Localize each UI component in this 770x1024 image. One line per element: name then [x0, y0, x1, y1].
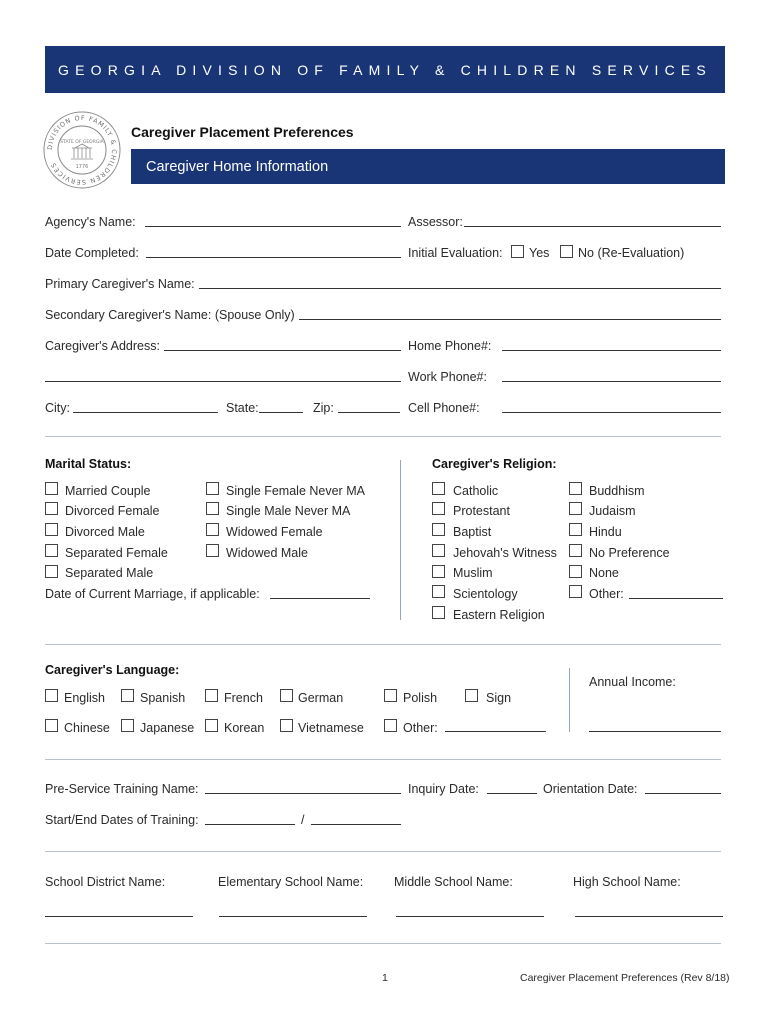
- re-evaluation-checkbox[interactable]: [560, 245, 573, 258]
- agency-banner: GEORGIA DIVISION OF FAMILY & CHILDREN SERVICES: [45, 46, 725, 93]
- primary-caregiver-label: Primary Caregiver's Name:: [45, 277, 195, 291]
- school-district-label: School District Name:: [45, 875, 166, 889]
- language-other-checkbox[interactable]: [384, 719, 397, 732]
- religion-option-label: Scientology: [453, 587, 518, 601]
- secondary-caregiver-label: Secondary Caregiver's Name: (Spouse Only): [45, 308, 295, 322]
- address-line-2-field[interactable]: [45, 381, 401, 382]
- section-divider: [45, 644, 721, 645]
- religion-option-label: Other:: [589, 587, 624, 601]
- column-divider: [400, 460, 401, 620]
- column-divider: [569, 668, 570, 732]
- marriage-date-field[interactable]: [270, 598, 370, 599]
- none-checkbox[interactable]: [569, 565, 582, 578]
- english-checkbox[interactable]: [45, 689, 58, 702]
- divorced-female-checkbox[interactable]: [45, 502, 58, 515]
- language-option-label: Spanish: [140, 691, 186, 705]
- german-checkbox[interactable]: [280, 689, 293, 702]
- married-couple-checkbox[interactable]: [45, 482, 58, 495]
- section-divider: [45, 759, 721, 760]
- svg-text:DIVISION OF FAMILY & CHILDREN: DIVISION OF FAMILY & CHILDREN SERVICES: [45, 113, 119, 187]
- chinese-checkbox[interactable]: [45, 719, 58, 732]
- middle-school-field[interactable]: [396, 916, 544, 917]
- city-field[interactable]: [73, 412, 218, 413]
- section-divider: [45, 436, 721, 437]
- language-option-label: German: [298, 691, 344, 705]
- religion-option-label: Jehovah's Witness: [453, 546, 557, 560]
- training-dates-label: Start/End Dates of Training:: [45, 813, 199, 827]
- high-school-field[interactable]: [575, 916, 723, 917]
- agency-name-label: Agency's Name:: [45, 215, 136, 229]
- inquiry-date-field[interactable]: [487, 793, 537, 794]
- language-option-label: Other:: [403, 721, 438, 735]
- religion-option-label: Muslim: [453, 566, 493, 580]
- language-option-label: Sign: [486, 691, 512, 705]
- training-end-field[interactable]: [311, 824, 401, 825]
- religion-option-label: Protestant: [453, 504, 510, 518]
- language-option-label: Korean: [224, 721, 265, 735]
- section-title-bar: Caregiver Home Information: [131, 149, 725, 184]
- yes-label: Yes: [529, 246, 550, 260]
- svg-text:STATE OF GEORGIA: STATE OF GEORGIA: [60, 140, 104, 145]
- georgia-seal-logo: [42, 110, 122, 190]
- jehovahs-witness-checkbox[interactable]: [432, 544, 445, 557]
- language-other-field[interactable]: [445, 731, 546, 732]
- religion-option-label: Catholic: [453, 484, 499, 498]
- date-completed-field[interactable]: [146, 257, 401, 258]
- home-phone-field[interactable]: [502, 350, 721, 351]
- baptist-checkbox[interactable]: [432, 523, 445, 536]
- vietnamese-checkbox[interactable]: [280, 719, 293, 732]
- work-phone-field[interactable]: [502, 381, 721, 382]
- japanese-checkbox[interactable]: [121, 719, 134, 732]
- language-option-label: English: [64, 691, 105, 705]
- annual-income-label: Annual Income:: [589, 675, 676, 689]
- form-revision: Caregiver Placement Preferences (Rev 8/18): [520, 972, 730, 984]
- language-option-label: Polish: [403, 691, 438, 705]
- agency-name-field[interactable]: [145, 226, 401, 227]
- pre-service-training-field[interactable]: [205, 793, 401, 794]
- address-label: Caregiver's Address:: [45, 339, 160, 353]
- religion-option-label: Buddhism: [589, 484, 645, 498]
- religion-heading: Caregiver's Religion:: [432, 457, 557, 471]
- single-female-checkbox[interactable]: [206, 482, 219, 495]
- primary-caregiver-field[interactable]: [199, 288, 721, 289]
- middle-school-label: Middle School Name:: [394, 875, 513, 889]
- single-male-checkbox[interactable]: [206, 502, 219, 515]
- religion-option-label: None: [589, 566, 619, 580]
- language-option-label: Vietnamese: [298, 721, 364, 735]
- french-checkbox[interactable]: [205, 689, 218, 702]
- judaism-checkbox[interactable]: [569, 502, 582, 515]
- muslim-checkbox[interactable]: [432, 565, 445, 578]
- assessor-field[interactable]: [464, 226, 721, 227]
- widowed-female-checkbox[interactable]: [206, 523, 219, 536]
- no-preference-checkbox[interactable]: [569, 544, 582, 557]
- yes-checkbox[interactable]: [511, 245, 524, 258]
- marital-option-label: Single Male Never MA: [226, 504, 351, 518]
- orientation-date-field[interactable]: [645, 793, 721, 794]
- svg-text:1776: 1776: [75, 164, 89, 170]
- polish-checkbox[interactable]: [384, 689, 397, 702]
- eastern-religion-checkbox[interactable]: [432, 606, 445, 619]
- religion-other-checkbox[interactable]: [569, 585, 582, 598]
- scientology-checkbox[interactable]: [432, 585, 445, 598]
- religion-option-label: Baptist: [453, 525, 492, 539]
- catholic-checkbox[interactable]: [432, 482, 445, 495]
- religion-option-label: Eastern Religion: [453, 608, 545, 622]
- separated-female-checkbox[interactable]: [45, 544, 58, 557]
- page-number: 1: [382, 972, 388, 984]
- section-divider: [45, 851, 721, 852]
- section-divider: [45, 943, 721, 944]
- annual-income-field[interactable]: [589, 731, 721, 732]
- korean-checkbox[interactable]: [205, 719, 218, 732]
- zip-field[interactable]: [338, 412, 400, 413]
- marital-option-label: Married Couple: [65, 484, 151, 498]
- marital-option-label: Widowed Male: [226, 546, 308, 560]
- state-label: State:: [226, 401, 259, 415]
- date-separator: /: [301, 813, 305, 827]
- spanish-checkbox[interactable]: [121, 689, 134, 702]
- assessor-label: Assessor:: [408, 215, 463, 229]
- marital-option-label: Separated Male: [65, 566, 154, 580]
- marital-option-label: Widowed Female: [226, 525, 323, 539]
- date-completed-label: Date Completed:: [45, 246, 139, 260]
- inquiry-date-label: Inquiry Date:: [408, 782, 479, 796]
- marital-option-label: Single Female Never MA: [226, 484, 365, 498]
- language-heading: Caregiver's Language:: [45, 663, 180, 677]
- work-phone-label: Work Phone#:: [408, 370, 487, 384]
- widowed-male-checkbox[interactable]: [206, 544, 219, 557]
- religion-other-field[interactable]: [629, 598, 723, 599]
- elementary-school-field[interactable]: [219, 916, 367, 917]
- marital-status-heading: Marital Status:: [45, 457, 132, 471]
- home-phone-label: Home Phone#:: [408, 339, 492, 353]
- cell-phone-label: Cell Phone#:: [408, 401, 480, 415]
- language-option-label: French: [224, 691, 263, 705]
- cell-phone-field[interactable]: [502, 412, 721, 413]
- city-label: City:: [45, 401, 70, 415]
- marital-option-label: Divorced Female: [65, 504, 160, 518]
- zip-label: Zip:: [313, 401, 334, 415]
- language-option-label: Chinese: [64, 721, 110, 735]
- high-school-label: High School Name:: [573, 875, 681, 889]
- state-field[interactable]: [259, 412, 303, 413]
- buddhism-checkbox[interactable]: [569, 482, 582, 495]
- marital-option-label: Separated Female: [65, 546, 168, 560]
- religion-option-label: No Preference: [589, 546, 670, 560]
- hindu-checkbox[interactable]: [569, 523, 582, 536]
- form-title: Caregiver Placement Preferences: [131, 124, 354, 140]
- secondary-caregiver-field[interactable]: [299, 319, 721, 320]
- marriage-date-label: Date of Current Marriage, if applicable:: [45, 587, 260, 601]
- orientation-date-label: Orientation Date:: [543, 782, 638, 796]
- divorced-male-checkbox[interactable]: [45, 523, 58, 536]
- initial-evaluation-label: Initial Evaluation:: [408, 246, 503, 260]
- address-field[interactable]: [164, 350, 401, 351]
- re-evaluation-label: No (Re-Evaluation): [578, 246, 685, 260]
- school-district-field[interactable]: [45, 916, 193, 917]
- religion-option-label: Judaism: [589, 504, 636, 518]
- pre-service-training-label: Pre-Service Training Name:: [45, 782, 199, 796]
- language-option-label: Japanese: [140, 721, 195, 735]
- protestant-checkbox[interactable]: [432, 502, 445, 515]
- marital-option-label: Divorced Male: [65, 525, 145, 539]
- sign-checkbox[interactable]: [465, 689, 478, 702]
- religion-option-label: Hindu: [589, 525, 622, 539]
- elementary-school-label: Elementary School Name:: [218, 875, 364, 889]
- separated-male-checkbox[interactable]: [45, 565, 58, 578]
- training-start-field[interactable]: [205, 824, 295, 825]
